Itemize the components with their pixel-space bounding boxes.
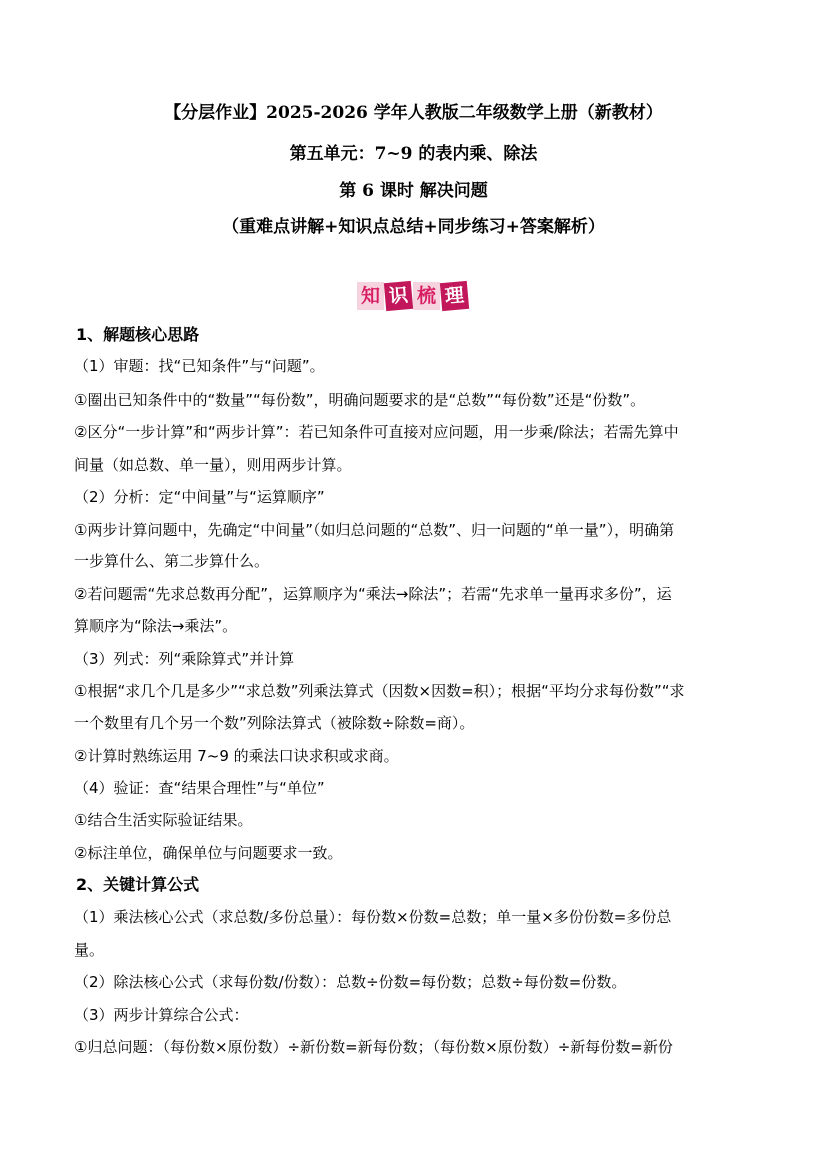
badge-char-3: 梳	[413, 282, 440, 310]
section-heading-1: 1、解题核心思路	[76, 325, 200, 344]
paragraph-line: ①圈出已知条件中的“数量”“每份数”，明确问题要求的是“总数”“每份数”还是“份数”。	[74, 391, 646, 409]
paragraph-line: ②若问题需“先求总数再分配”，运算顺序为“乘法→除法”；若需“先求单一量再求多份”，运	[74, 585, 672, 603]
paragraph-line: （3）列式：列“乘除算式”并计算	[74, 650, 295, 668]
paragraph-line: （2）除法核心公式（求每份数/份数）：总数÷份数=每份数；总数÷每份数=份数。	[74, 973, 627, 991]
badge-char-4: 理	[440, 281, 469, 311]
unit-title: 第五单元：7~9 的表内乘、除法	[289, 144, 538, 164]
paragraph-line: ②计算时熟练运用 7~9 的乘法口诀求积或求商。	[74, 747, 399, 765]
paragraph-line: ①结合生活实际验证结果。	[74, 811, 253, 829]
paragraph-line: ②标注单位，确保单位与问题要求一致。	[74, 844, 343, 862]
badge-char-2: 识	[384, 281, 413, 311]
paragraph-line: （1）审题：找“已知条件”与“问题”。	[74, 357, 325, 375]
paragraph-line: ①两步计算问题中，先确定“中间量”（如归总问题的“总数”、归一问题的“单一量”），明确第	[74, 521, 675, 539]
subtitle: （重难点讲解+知识点总结+同步练习+答案解析）	[222, 217, 605, 237]
paragraph-line: 间量（如总数、单一量），则用两步计算。	[74, 456, 352, 474]
paragraph-line: （1）乘法核心公式（求总数/多份总量）：每份数×份数=总数；单一量×多份份数=多份总	[74, 908, 672, 926]
paragraph-line: 算顺序为“除法→乘法”。	[74, 617, 238, 635]
paragraph-line: 量。	[74, 941, 105, 959]
paragraph-line: ①归总问题：（每份数×原份数）÷新份数=新每份数；（每份数×原份数）÷新每份数=新份	[74, 1038, 673, 1056]
paragraph-line: 一步算什么、第二步算什么。	[74, 552, 270, 570]
badge-char-1: 知	[357, 282, 384, 310]
paragraph-line: 一个数里有几个另一个数”列除法算式（被除数÷除数=商）。	[74, 714, 475, 732]
lesson-title: 第 6 课时 解决问题	[339, 181, 488, 201]
paragraph-line: ①根据“求几个几是多少”“求总数”列乘法算式（因数×因数=积）；根据“平均分求每份数”“求	[74, 682, 685, 700]
paragraph-line: ②区分“一步计算”和“两步计算”：若已知条件可直接对应问题，用一步乘/除法；若需先算中	[74, 423, 679, 441]
knowledge-summary-badge	[357, 279, 469, 313]
paragraph-line: （4）验证：查“结果合理性”与“单位”	[74, 779, 325, 797]
paragraph-line: （2）分析：定“中间量”与“运算顺序”	[74, 488, 325, 506]
section-heading-2: 2、关键计算公式	[76, 875, 200, 894]
document-title: 【分层作业】2025-2026 学年人教版二年级数学上册（新教材）	[164, 103, 663, 123]
paragraph-line: （3）两步计算综合公式：	[74, 1006, 249, 1024]
